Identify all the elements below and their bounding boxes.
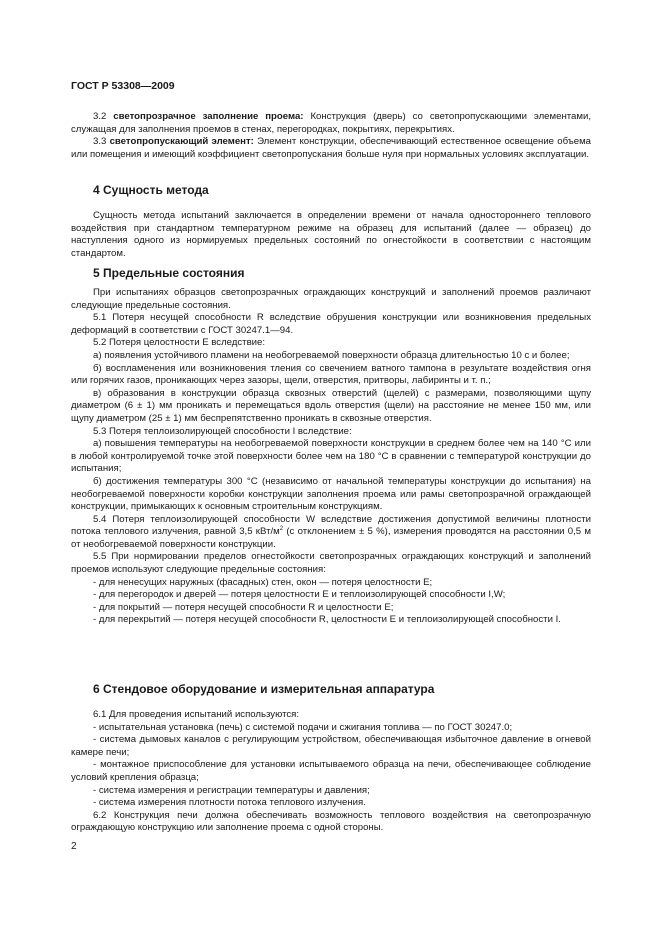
list-item: - система дымовых каналов с регулирующим устройством, обеспечивающая избыточное давление в огневой камере печи;	[71, 734, 591, 758]
list-item: - система измерения и регистрации температуры и давления;	[93, 784, 370, 796]
paragraph: 6.2 Конструкция печи должна обеспечивать возможность теплового воздействия на светопрозрачную ограждающую конструкцию или заполнение проема с одной стороны.	[71, 809, 591, 834]
definition-3-2: 3.2 светопрозрачное заполнение проема: Конструкция (дверь) со светопропускающими элементами, служащая для заполнения проемов в стенах, перегородках, покрытиях, перекрытиях.	[71, 111, 591, 135]
list-item: - монтажное приспособление для установки испытываемого образца на печи, обеспечивающее соблюдение условий крепления образца;	[71, 759, 591, 783]
list-item: - испытательная установка (печь) с системой подачи и сжигания топлива — по ГОСТ 30247.0;	[93, 721, 513, 733]
paragraph: 5.5 При нормировании пределов огнестойкости светопрозрачных ограждающих конструкций и заполнений проемов используют следующие предельные состояния:	[71, 551, 591, 576]
section-5	[71, 266, 591, 627]
list-item: - для покрытий — потеря несущей способности R и целостности E;	[93, 601, 394, 613]
term: светопрозрачное заполнение проема:	[113, 111, 304, 122]
list-item: - для перекрытий — потеря несущей способности R, целостности E и теплоизолирующей способности I.	[93, 614, 561, 626]
list-item: а) появления устойчивого пламени на необогреваемой поверхности образца длительностью 10 с и более;	[93, 349, 570, 361]
definition-3-3: 3.3 светопропускающий элемент: Элемент конструкции, обеспечивающий естественное освещение объема или помещения и имеющий коэффициент светопропускания больше нуля при нормальных условиях эксплуатации.	[71, 136, 592, 160]
document-header: ГОСТ Р 53308—2009	[71, 80, 175, 92]
definitions-block	[71, 111, 591, 161]
section-6-title: 6 Стендовое оборудование и измерительная аппаратура	[93, 682, 435, 696]
paragraph: При испытаниях образцов светопрозрачных ограждающих конструкций и заполнений проемов различают следующие предельные состояния.	[71, 287, 591, 311]
section-4-title: 4 Сущность метода	[93, 183, 209, 197]
list-item: б) достижения температуры 300 °С (независимо от начальной температуры конструкции до испытания) на необогреваемой поверхности коробки конструкции заполнения проема или рамы светопрозрачной ограждающей конструкции, примыкающих к основным строительным конструкциям.	[71, 475, 591, 513]
list-item: б) воспламенения или возникновения тления со свечением ватного тампона в результате воздействия огня или горячих газов, проникающих через зазоры, щели, отверстия, притворы, лабиринты и т. п.;	[71, 362, 591, 387]
term: светопропускающий элемент:	[109, 136, 254, 148]
list-item: - для ненесущих наружных (фасадных) стен, окон — потеря целостности E;	[93, 576, 433, 588]
section-6	[71, 682, 591, 835]
section-5-title: 5 Предельные состояния	[93, 266, 245, 280]
paragraph: 5.4 Потеря теплоизолирующей способности W вследствие достижения допустимой величины плотности потока теплового излучения, равной 3,5 кВт/$м^2$ (с отклонением ± 5 %), измерения проводятся на расстоянии 0,5 м от необогреваемой поверхности конструкции.	[71, 513, 591, 550]
list-item: - система измерения плотности потока теплового излучения.	[93, 797, 366, 809]
paragraph: 5.1 Потеря несущей способности R вследствие обрушения конструкции или возникновения предельных деформаций в соответствии с ГОСТ 30247.1—94.	[71, 312, 591, 336]
section-4	[71, 183, 591, 260]
list-item: - для перегородок и дверей — потеря целостности E и теплоизолирующей способности I,W;	[93, 589, 506, 601]
paragraph: Сущность метода испытаний заключается в определении времени от начала одностороннего теплового воздействия при стандартном температурном режиме на образец для испытаний (далее — образец) до наступления одного из нормируемых предельных состояний по огнестойкости в соответствии с настоящим стандартом.	[71, 210, 591, 259]
paragraph: 6.1 Для проведения испытаний используются:	[93, 709, 300, 720]
paragraph: 5.2 Потеря целостности E вследствие:	[93, 337, 266, 349]
list-item: а) повышения температуры на необогреваемой поверхности конструкции в среднем более чем на 140 °С или в любой контролируемой точке этой поверхности более чем на 180 °С в сравнении с температурой конструкции до испытания;	[71, 438, 591, 475]
list-item: в) образования в конструкции образца сквозных отверстий (щелей) с размерами, позволяющими щупу диаметром (6 ± 1) мм проникать и перемещаться вдоль отверстия (щели) на расстояние не менее 150 мм, или щупу диаметром (25 ± 1) мм беспрепятственно проникать в сквозные отверстия.	[71, 387, 591, 424]
page-number: 2	[71, 841, 77, 852]
paragraph: 5.3 Потеря теплоизолирующей способности I вследствие:	[93, 425, 352, 437]
